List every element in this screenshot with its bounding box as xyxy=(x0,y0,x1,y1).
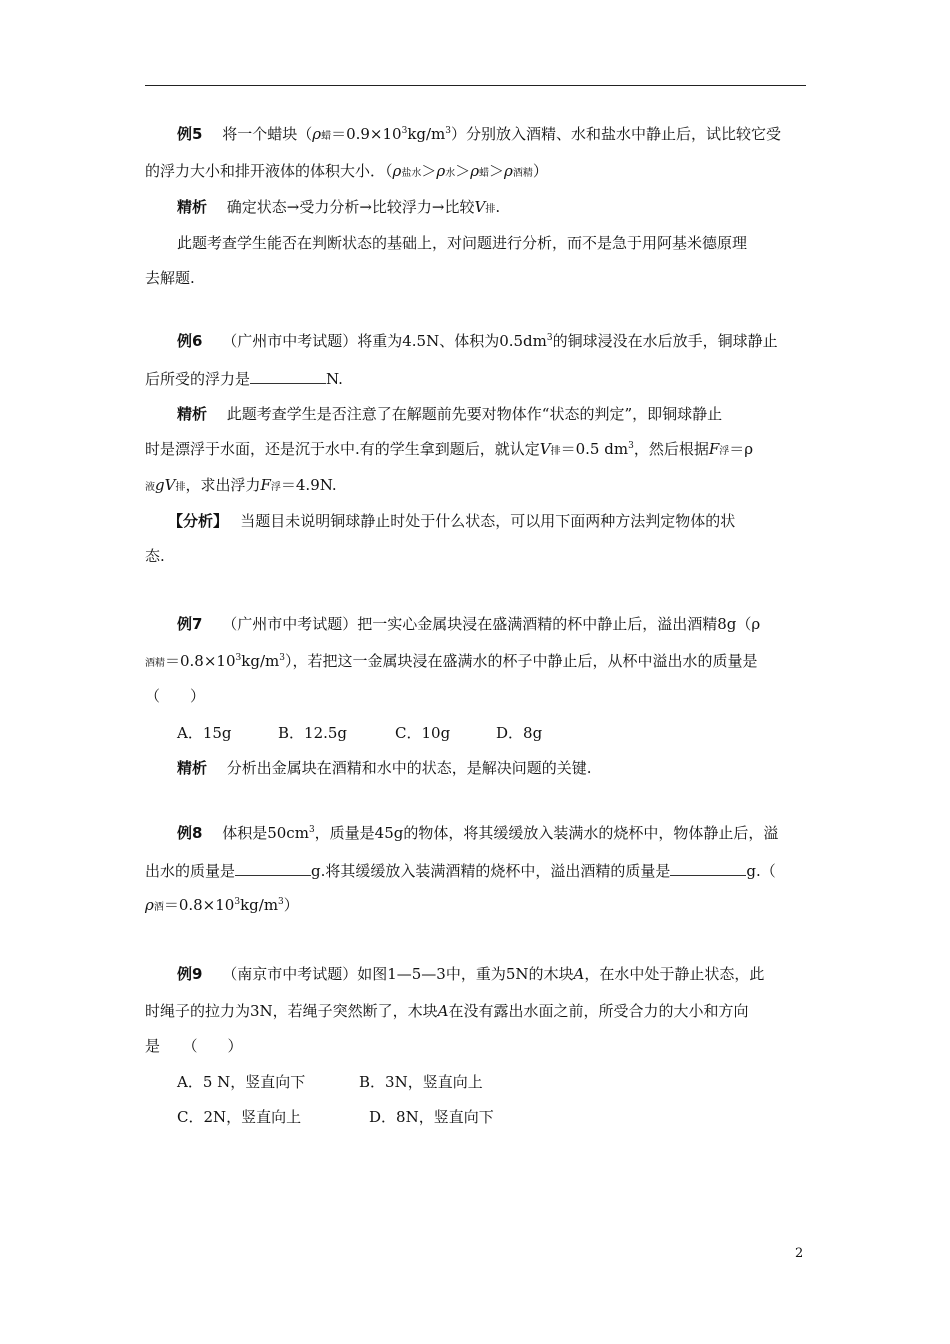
ex6-analysis-line1: 【分析】 当题目未说明铜球静止时处于什么状态，可以用下面两种方法判定物体的状 xyxy=(168,512,736,530)
ex5-note-line1: 此题考查学生能否在判断状态的基础上，对问题进行分析，而不是急于用阿基米德原理 xyxy=(177,234,748,252)
ex5-line1: 例5 将一个蜡块（ρ蜡$=0.9\times 10^3kg/m^3$）分别放入酒精、水和盐水中静止后，试比较它受 xyxy=(177,125,782,143)
ex9-option-d[interactable]: D．8N，竖直向下 xyxy=(369,1108,494,1126)
ex6-line2: 后所受的浮力是 N. xyxy=(145,370,343,388)
ex6-jingxi-line1: 精析 此题考查学生是否注意了在解题前先要对物体作“状态的判定”，即铜球静止 xyxy=(177,405,723,423)
ex7-paren: （ ） xyxy=(145,687,206,705)
page-number: 2 xyxy=(795,1246,804,1261)
ex6-label: 例6 xyxy=(177,332,203,350)
ex8-label: 例8 xyxy=(177,824,203,842)
ex7-label: 例7 xyxy=(177,615,203,633)
ex7-jingxi: 精析 分析出金属块在酒精和水中的状态，是解决问题的关键. xyxy=(177,759,592,777)
ex9-line1: 例9 （南京市中考试题）如图1—5—3中，重为5N的木块A，在水中处于静止状态，此 xyxy=(177,965,765,983)
answer-blank[interactable] xyxy=(235,861,311,876)
ex7-option-c[interactable]: C．10g xyxy=(395,724,451,742)
ex7-option-a[interactable]: A．15g xyxy=(177,724,232,742)
ex9-line3: 是 （ ） xyxy=(145,1037,243,1055)
ex6-jingxi-line2: 时是漂浮于水面，还是沉于水中.有的学生拿到题后，就认定V排＝0.5 $dm^3$，然后根据F浮＝ρ xyxy=(145,440,754,458)
answer-blank[interactable] xyxy=(250,369,326,384)
ex7-options xyxy=(177,717,806,750)
ex8-line1: 例8 体积是$50cm^3$，质量是45g的物体，将其缓缓放入装满水的烧杯中，物体静止后，溢 xyxy=(177,824,779,842)
ex6-line1: 例6 （广州市中考试题）将重为4.5N、体积为$0.5dm^3$的铜球浸没在水后放手，铜球静止 xyxy=(177,332,778,350)
ex5-note-line2: 去解题. xyxy=(145,269,195,287)
ex7-line2: 酒精$=0.8\times 10^3kg/m^3$），若把这一金属块浸在盛满水的杯子中静止后，从杯中溢出水的质量是 xyxy=(145,652,758,670)
ex9-label: 例9 xyxy=(177,965,203,983)
ex7-option-d[interactable]: D．8g xyxy=(496,724,543,742)
ex9-line2: 时绳子的拉力为3N，若绳子突然断了，木块A在没有露出水面之前，所受合力的大小和方向 xyxy=(145,1002,749,1020)
ex9-options-row1 xyxy=(177,1066,806,1099)
ex8-line2: 出水的质量是 g.将其缓缓放入装满酒精的烧杯中，溢出酒精的质量是 g.（ xyxy=(145,862,776,880)
ex7-option-b[interactable]: B．12.5g xyxy=(278,724,348,742)
ex5-line2: 的浮力大小和排开液体的体积大小．（ρ盐水＞ρ水＞ρ蜡＞ρ酒精） xyxy=(145,162,548,180)
ex9-option-b[interactable]: B．3N，竖直向上 xyxy=(359,1073,483,1091)
header-rule xyxy=(145,85,806,86)
ex9-option-a[interactable]: A．5 N，竖直向下 xyxy=(177,1073,306,1091)
ex5-label: 例5 xyxy=(177,125,203,143)
ex6-analysis-line2: 态. xyxy=(145,547,165,565)
ex5-jingxi: 精析 确定状态→受力分析→比较浮力→比较V排. xyxy=(177,198,501,216)
answer-blank[interactable] xyxy=(670,861,746,876)
ex9-option-c[interactable]: C．2N，竖直向上 xyxy=(177,1108,302,1126)
ex7-line1: 例7 （广州市中考试题）把一实心金属块浸在盛满酒精的杯中静止后，溢出酒精8g（ρ xyxy=(177,615,761,633)
ex9-options-row2 xyxy=(177,1101,806,1134)
ex6-jingxi-line3: 液gV排，求出浮力F浮＝4.9N. xyxy=(145,476,337,494)
ex8-line3: ρ酒$=0.8\times 10^3kg/m^3$） xyxy=(145,896,299,914)
